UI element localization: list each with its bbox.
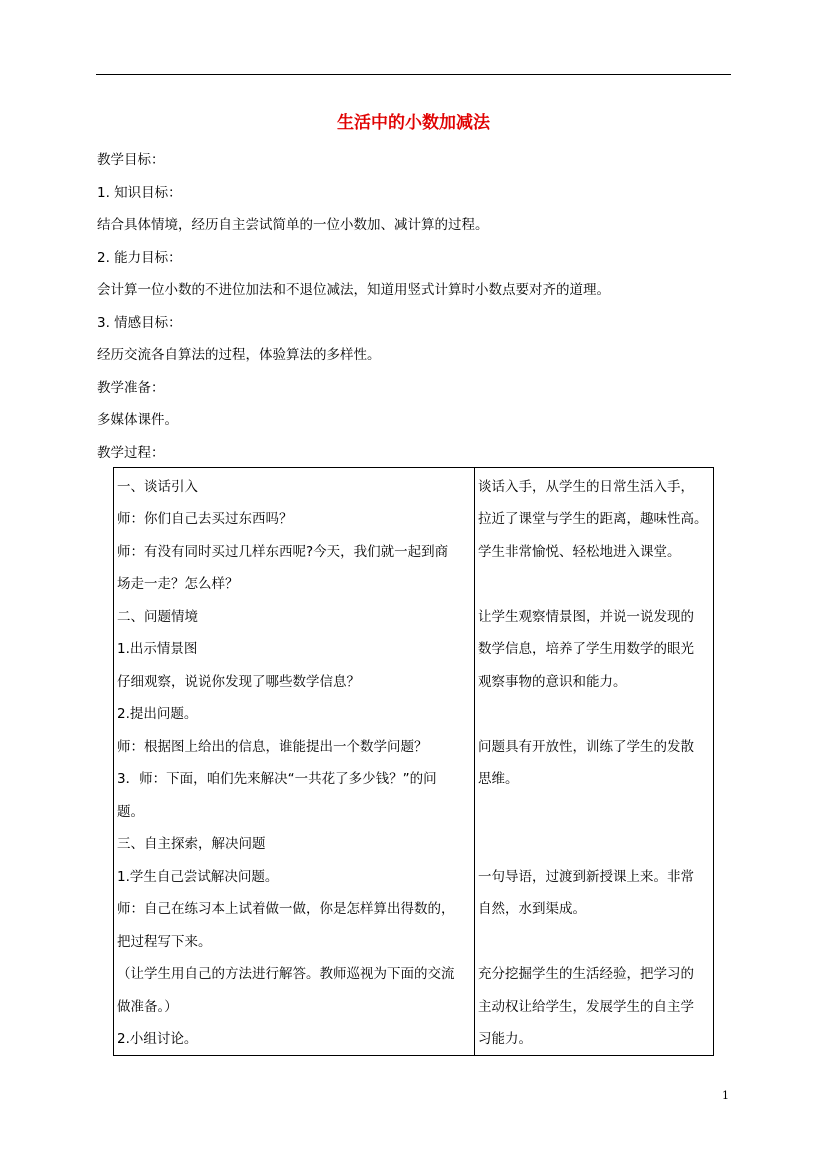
objective-1-text: 结合具体情境，经历自主尝试简单的一位小数加、减计算的过程。 — [97, 217, 489, 233]
document-title: 生活中的小数加减法 — [337, 113, 490, 133]
step-line: 师：有没有同时买过几样东西呢?今天，我们就一起到商 — [117, 544, 449, 560]
objective-1-heading: 1. 知识目标： — [97, 185, 182, 201]
objective-3-text: 经历交流各自算法的过程，体验算法的多样性。 — [97, 347, 381, 363]
step-line: 1.出示情景图 — [117, 641, 198, 657]
section-heading-objectives: 教学目标： — [97, 152, 165, 168]
step-line: 师：根据图上给出的信息，谁能提出一个数学问题？ — [117, 739, 428, 755]
intent-line: 让学生观察情景图，并说一说发现的 — [478, 609, 694, 625]
intent-line: 充分挖掘学生的生活经验，把学习的 — [478, 966, 694, 982]
intent-line: 学生非常愉悦、轻松地进入课堂。 — [478, 544, 681, 560]
step-line: 三、自主探索，解决问题 — [117, 836, 266, 852]
intent-line: 主动权让给学生，发展学生的自主学 — [478, 999, 694, 1015]
intent-line: 谈话入手，从学生的日常生活入手， — [478, 479, 694, 495]
step-line: 仔细观察，说说你发现了哪些数学信息？ — [117, 674, 360, 690]
process-steps-cell — [114, 468, 475, 1056]
header-rule — [96, 74, 731, 75]
objective-2-heading: 2. 能力目标： — [97, 250, 182, 266]
intent-line: 拉近了课堂与学生的距离，趣味性高。 — [478, 511, 708, 527]
design-intent-cell — [475, 468, 714, 1056]
objective-3-heading: 3. 情感目标： — [97, 315, 182, 331]
teaching-process-table — [113, 467, 714, 1056]
step-line: 把过程写下来。 — [117, 934, 212, 950]
step-line: 一、谈话引入 — [117, 479, 198, 495]
intent-line: 问题具有开放性，训练了学生的发散 — [478, 739, 694, 755]
intent-line: 习能力。 — [478, 1031, 532, 1047]
intent-line: 思维。 — [478, 771, 519, 787]
step-line: 3．师：下面，咱们先来解决“一共花了多少钱？”的问 — [117, 771, 437, 787]
section-heading-process: 教学过程： — [97, 445, 165, 461]
step-line: 2.提出问题。 — [117, 706, 198, 722]
intent-line: 观察事物的意识和能力。 — [478, 674, 627, 690]
step-line: 题。 — [117, 804, 144, 820]
intent-line: 自然，水到渠成。 — [478, 901, 586, 917]
intent-line: 数学信息，培养了学生用数学的眼光 — [478, 641, 694, 657]
step-line: 师：你们自己去买过东西吗？ — [117, 511, 293, 527]
step-line: 场走一走？怎么样？ — [117, 576, 239, 592]
page-number: 1 — [722, 1089, 729, 1102]
step-line: 1.学生自己尝试解决问题。 — [117, 869, 279, 885]
step-line: 师：自己在练习本上试着做一做，你是怎样算出得数的， — [117, 901, 455, 917]
step-line: （让学生用自己的方法进行解答。教师巡视为下面的交流 — [117, 966, 455, 982]
step-line: 2.小组讨论。 — [117, 1031, 198, 1047]
objective-2-text: 会计算一位小数的不进位加法和不退位减法，知道用竖式计算时小数点要对齐的道理。 — [97, 282, 610, 298]
section-heading-preparation: 教学准备： — [97, 380, 165, 396]
step-line: 二、问题情境 — [117, 609, 198, 625]
step-line: 做准备。） — [117, 999, 178, 1015]
preparation-text: 多媒体课件。 — [97, 412, 178, 428]
intent-line: 一句导语，过渡到新授课上来。非常 — [478, 869, 694, 885]
